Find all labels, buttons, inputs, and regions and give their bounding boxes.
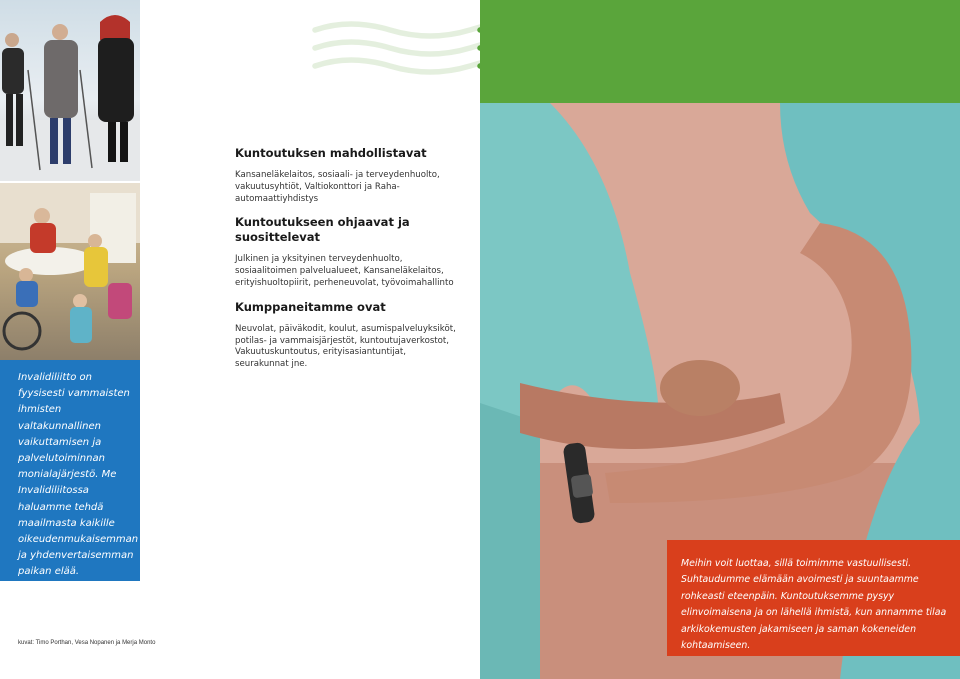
section-referrers bbox=[235, 215, 460, 289]
photo-kids-indoor bbox=[0, 183, 140, 360]
photo-credit: kuvat: Timo Porthan, Vesa Nopanen ja Merja Monto bbox=[18, 640, 156, 646]
heading-enablers: Kuntoutuksen mahdollistavat bbox=[235, 146, 427, 160]
section-enablers bbox=[235, 146, 460, 205]
blue-quote-box bbox=[0, 360, 140, 581]
text-partners: Neuvolat, päiväkodit, koulut, asumispalveluyksiköt, potilas- ja vammaisjärjestöt, kuntoutujaverkostot, Vakuutuskuntoutus, erityisasiantuntijat, seurakunnat jne. bbox=[235, 323, 456, 370]
text-referrers: Julkinen ja yksityinen terveydenhuolto, sosiaalitoimen palvelualueet, Kansaneläkelaitos, erityishuoltopiirit, perheneuvolat, työvoimahallinto bbox=[235, 254, 454, 288]
section-partners bbox=[235, 300, 460, 371]
partners-text-column bbox=[235, 146, 460, 371]
heading-referrers: Kuntoutukseen ohjaavat ja suosittelevat bbox=[235, 215, 410, 245]
red-quote-box bbox=[667, 540, 960, 656]
green-header-band bbox=[480, 0, 960, 103]
photo-walkers-winter bbox=[0, 0, 140, 181]
organization-description: Invalidiliitto on fyysisesti vammaisten ihmisten valtakunnallinen vaikuttamisen ja palvelutoiminnan monialajärjestö. Me Invalidiliitossa haluamme tehdä maailmasta kaikille oikeudenmukaisemman ja yhdenvertaisemman paikan elää. bbox=[18, 372, 139, 578]
values-statement: Meihin voit luottaa, sillä toimimme vastuullisesti. Suhtaudumme elämään avoimesti ja suuntaamme rohkeasti eteenpäin. Kuntoutuksemme pysyy elinvoimaisena ja on lähellä ihmistä, kun annamme tilaa arkikokemusten jakamiseen ja saman kokeneiden kohtaamiseen. bbox=[681, 558, 947, 652]
heading-partners: Kumppaneitamme ovat bbox=[235, 299, 386, 314]
text-enablers: Kansaneläkelaitos, sosiaali- ja terveydenhuolto, vakuutusyhtiöt, Valtiokonttori ja Raha-automaattiyhdistys bbox=[235, 170, 440, 204]
